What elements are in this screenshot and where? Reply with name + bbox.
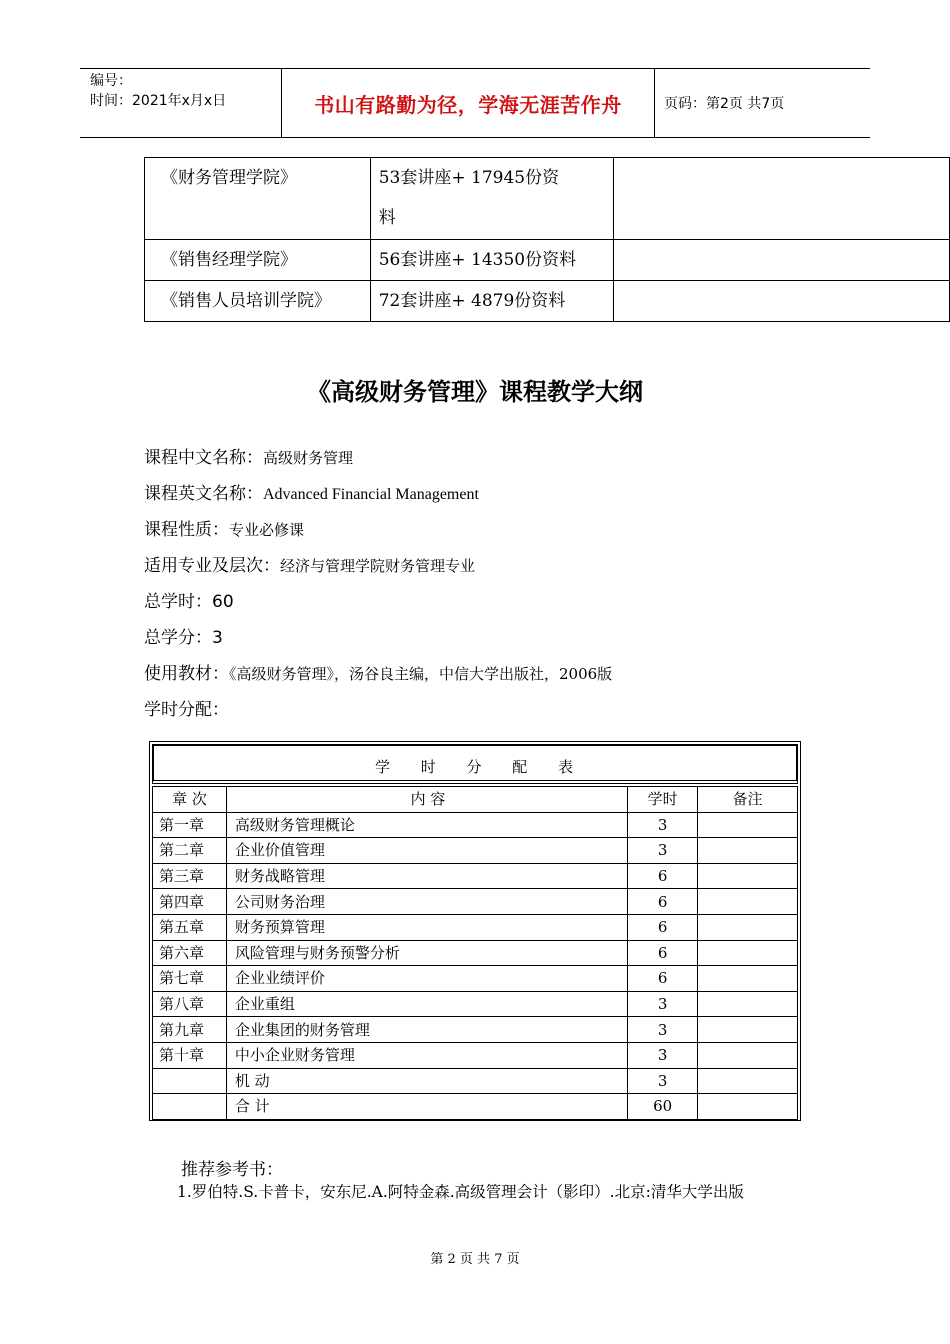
- cell-content: 财务战略管理: [226, 863, 627, 889]
- cell-note: [698, 914, 798, 940]
- meta-value: 60: [212, 592, 234, 612]
- table-row: [153, 1017, 798, 1043]
- resource-detail-line1: 53套讲座+ 17945份资: [378, 168, 560, 188]
- resource-detail-line2: 料: [378, 208, 396, 228]
- page-code: 页码：第2页 共7页: [664, 96, 785, 112]
- cell-note: [698, 889, 798, 915]
- cell-content: 企业集团的财务管理: [226, 1017, 627, 1043]
- resource-detail: [370, 158, 614, 240]
- cell-note: [698, 1068, 798, 1094]
- resource-name: 《财务管理学院》: [145, 158, 371, 240]
- cell-chapter: 第八章: [153, 991, 227, 1017]
- meta-hours: [144, 587, 234, 612]
- meta-label: 适用专业及层次：: [144, 556, 280, 576]
- table-header-row: [153, 787, 798, 813]
- meta-cn-name: [144, 443, 353, 468]
- resource-blank: [614, 158, 950, 240]
- table-row: [153, 1042, 798, 1068]
- cell-content: 中小企业财务管理: [226, 1042, 627, 1068]
- table-row: [153, 889, 798, 915]
- table-row: [153, 838, 798, 864]
- reference-item: 1.罗伯特.S.卡普卡，安东尼.A.阿特金森.高级管理会计（影印）.北京:清华大学出版: [177, 1183, 744, 1201]
- table-row: [153, 1068, 798, 1094]
- meta-label: 使用教材：: [144, 664, 229, 684]
- cell-hours: 3: [628, 812, 698, 838]
- resource-name: 《销售人员培训学院》: [145, 281, 371, 322]
- resource-blank: [614, 240, 950, 281]
- cell-note: [698, 991, 798, 1017]
- cell-hours: 60: [628, 1094, 698, 1120]
- cell-hours: 6: [628, 863, 698, 889]
- cell-content: 合 计: [226, 1094, 627, 1120]
- meta-label: 课程英文名称：: [144, 484, 263, 504]
- meta-dist-label: 学时分配：: [144, 700, 229, 720]
- cell-note: [698, 940, 798, 966]
- cell-hours: 6: [628, 940, 698, 966]
- page-footer: 第 2 页 共 7 页: [430, 1252, 520, 1267]
- cell-chapter: 第九章: [153, 1017, 227, 1043]
- doc-title: 《高级财务管理》课程教学大纲: [307, 378, 643, 406]
- table-row: [153, 863, 798, 889]
- table-row: [153, 940, 798, 966]
- hours-table: [149, 741, 801, 1121]
- cell-hours: 3: [628, 838, 698, 864]
- meta-textbook: [144, 659, 612, 684]
- table-row: [153, 991, 798, 1017]
- table-row: [145, 158, 950, 240]
- cell-note: [698, 1042, 798, 1068]
- meta-value: 《高级财务管理》，汤谷良主编，中信大学出版社，2006版: [229, 665, 613, 683]
- cell-note: [698, 1094, 798, 1120]
- cell-note: [698, 838, 798, 864]
- table-row: [153, 966, 798, 992]
- cell-content: 机 动: [226, 1068, 627, 1094]
- hours-table-caption: 学 时 分 配 表: [374, 758, 576, 776]
- page-header: [80, 68, 870, 138]
- cell-chapter: 第七章: [153, 966, 227, 992]
- header-content: 内 容: [226, 787, 627, 813]
- cell-content: 公司财务治理: [226, 889, 627, 915]
- hours-grid: [152, 786, 798, 1120]
- references-heading: 推荐参考书：: [181, 1160, 283, 1180]
- meta-nature: [144, 515, 304, 540]
- cell-note: [698, 966, 798, 992]
- cell-chapter: 第五章: [153, 914, 227, 940]
- cell-content: 企业重组: [226, 991, 627, 1017]
- meta-major: [144, 551, 475, 576]
- cell-content: 企业价值管理: [226, 838, 627, 864]
- meta-label: 总学时：: [144, 592, 212, 612]
- cell-chapter: 第十章: [153, 1042, 227, 1068]
- cell-content: 高级财务管理概论: [226, 812, 627, 838]
- meta-value: 专业必修课: [229, 521, 305, 539]
- meta-value: Advanced Financial Management: [263, 486, 479, 503]
- table-row: [145, 281, 950, 322]
- header-hours: 学时: [628, 787, 698, 813]
- meta-label: 课程中文名称：: [144, 448, 263, 468]
- cell-hours: 6: [628, 914, 698, 940]
- hours-table-caption-box: [152, 744, 798, 784]
- serial-label: 编号：: [90, 73, 132, 89]
- cell-hours: 3: [628, 991, 698, 1017]
- cell-chapter: 第三章: [153, 863, 227, 889]
- table-row: [153, 812, 798, 838]
- meta-value: 经济与管理学院财务管理专业: [280, 557, 476, 575]
- table-row: [153, 1094, 798, 1120]
- meta-label: 课程性质：: [144, 520, 229, 540]
- cell-note: [698, 812, 798, 838]
- cell-chapter: 第四章: [153, 889, 227, 915]
- resource-blank: [614, 281, 950, 322]
- time-line: 时间：2021年x月x日: [90, 93, 227, 109]
- cell-content: 风险管理与财务预警分析: [226, 940, 627, 966]
- meta-en-name: [144, 479, 479, 504]
- header-chapter: 章 次: [153, 787, 227, 813]
- motto: 书山有路勤为径，学海无涯苦作舟: [282, 69, 655, 137]
- table-row: [153, 914, 798, 940]
- meta-credits: [144, 623, 223, 648]
- cell-chapter: 第二章: [153, 838, 227, 864]
- cell-hours: 6: [628, 889, 698, 915]
- hours-rows: [153, 812, 798, 1119]
- cell-hours: 6: [628, 966, 698, 992]
- table-row: [145, 240, 950, 281]
- cell-chapter: [153, 1094, 227, 1120]
- cell-hours: 3: [628, 1017, 698, 1043]
- resource-table: [144, 157, 950, 322]
- meta-label: 总学分：: [144, 628, 212, 648]
- cell-chapter: [153, 1068, 227, 1094]
- resource-detail: 72套讲座+ 4879份资料: [370, 281, 614, 322]
- cell-note: [698, 1017, 798, 1043]
- cell-hours: 3: [628, 1042, 698, 1068]
- cell-content: 企业业绩评价: [226, 966, 627, 992]
- cell-note: [698, 863, 798, 889]
- header-left: [80, 69, 282, 137]
- cell-chapter: 第一章: [153, 812, 227, 838]
- resource-detail: 56套讲座+ 14350份资料: [370, 240, 614, 281]
- cell-hours: 3: [628, 1068, 698, 1094]
- cell-content: 财务预算管理: [226, 914, 627, 940]
- meta-value: 3: [212, 628, 223, 648]
- header-note: 备注: [698, 787, 798, 813]
- meta-value: 高级财务管理: [263, 449, 354, 467]
- cell-chapter: 第六章: [153, 940, 227, 966]
- resource-name: 《销售经理学院》: [145, 240, 371, 281]
